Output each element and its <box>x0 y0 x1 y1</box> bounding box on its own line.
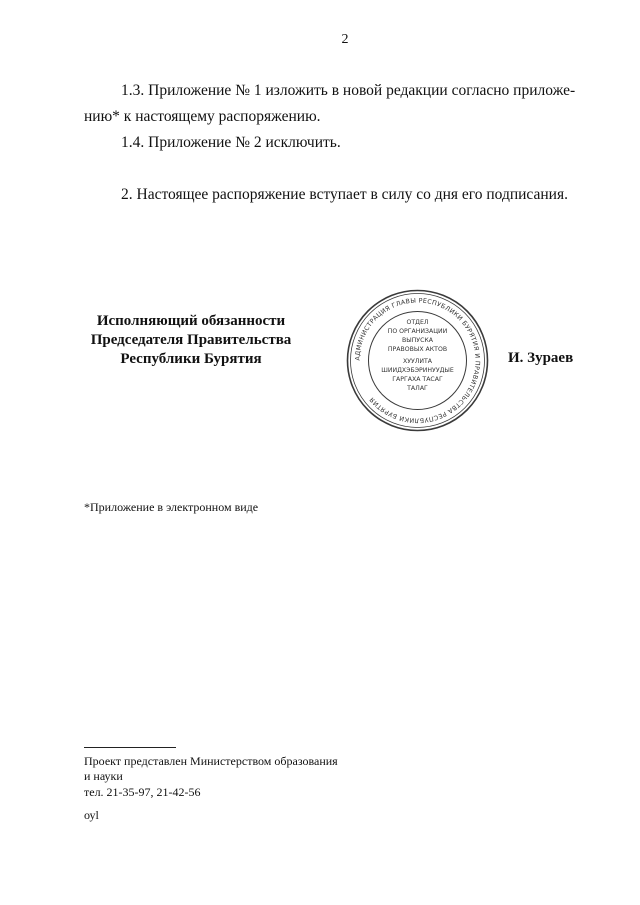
stamp-outer-ring-text: АДМИНИСТРАЦИЯ ГЛАВЫ РЕСПУБЛИКИ БУРЯТИЯ И ПРАВИТЕЛЬСТВА РЕСПУБЛИКИ БУРЯТИЯ <box>354 297 481 424</box>
page-number: 2 <box>341 32 349 47</box>
stamp-line-6: ШИИДХЭБЭРИНУУДЫЕ <box>381 367 454 374</box>
official-stamp <box>345 288 490 433</box>
document-code: оуl <box>84 808 99 822</box>
stamp-line-3: ВЫПУСКА <box>401 337 434 344</box>
paragraph-1-4: 1.4. Приложение № 2 исключить. <box>121 134 341 151</box>
stamp-line-8: ТАЛАГ <box>407 385 428 392</box>
paragraph-1-3-line-2: нию* к настоящему распоряжению. <box>84 108 321 125</box>
footer-line-2: и науки <box>84 769 123 783</box>
footer-line-1: Проект представлен Министерством образования <box>84 754 338 768</box>
signer-title <box>76 312 306 369</box>
paragraph-1-3-line-1: 1.3. Приложение № 1 изложить в новой редакции согласно приложе- <box>121 82 576 99</box>
signer-title-line-3: Республики Бурятия <box>120 351 262 367</box>
footnote: *Приложение в электронном виде <box>84 500 259 514</box>
footer-divider <box>84 747 176 748</box>
stamp-line-1: ОТДЕЛ <box>406 319 429 326</box>
signer-title-line-2: Председателя Правительства <box>90 332 292 348</box>
stamp-line-2: ПО ОРГАНИЗАЦИИ <box>387 328 448 335</box>
stamp-line-7: ГАРГАХА ТАСАГ <box>392 376 443 383</box>
signer-name: И. Зураев <box>508 350 574 366</box>
footer-phone: тел. 21-35-97, 21-42-56 <box>84 785 201 799</box>
signer-title-line-1: Исполняющий обязанности <box>96 313 286 329</box>
stamp-line-4: ПРАВОВЫХ АКТОВ <box>387 346 448 353</box>
stamp-line-5: ХУУЛИТА <box>402 358 433 365</box>
paragraph-2: 2. Настоящее распоряжение вступает в силу со дня его подписания. <box>121 186 568 203</box>
